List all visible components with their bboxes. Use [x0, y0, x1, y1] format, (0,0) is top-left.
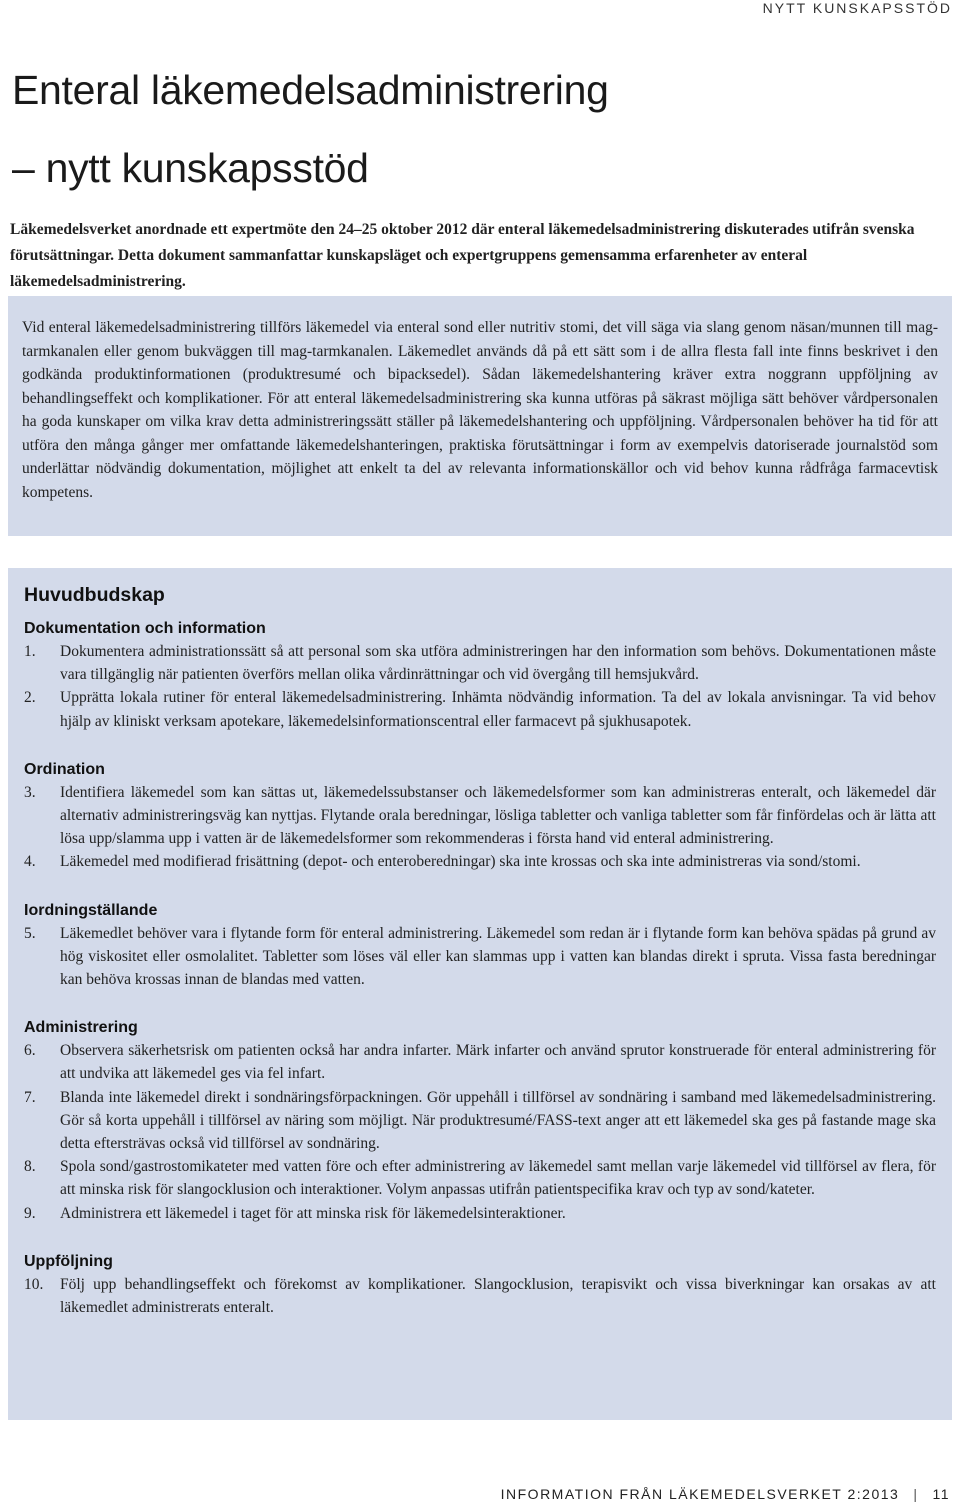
- item-number: 10.: [24, 1275, 44, 1293]
- item-number: 3.: [24, 783, 36, 801]
- list-item: [24, 1155, 936, 1201]
- item-text: Läkemedlet behöver vara i flytande form för enteral administrering. Läkemedel som redan är i flytande form kan behöva spädas på grund av hög viskositet eller osmolalitet. Tabletter som löses väl eller kan slammas upp i vatten kan blandas direkt i spruta. Vissa fasta beredningar kan behöva krossas innan de blandas med vatten.: [60, 924, 936, 989]
- item-number: 8.: [24, 1158, 36, 1176]
- list-item: [24, 686, 936, 732]
- item-text: Dokumentera administrationssätt så att personal som ska utföra administreringen har den information som behövs. Dokumentationen måste vara tillgänglig när patienten överförs mellan olika vårdinrättningar och vid övergång till hemsjukvård.: [60, 643, 936, 684]
- title-line-2: – nytt kunskapsstöd: [12, 144, 369, 191]
- item-number: 4.: [24, 853, 36, 871]
- list-item: [24, 1273, 936, 1319]
- item-number: 1.: [24, 643, 36, 660]
- item-text: Administrera ett läkemedel i taget för att minska risk för läkemedelsinteraktioner.: [60, 1204, 566, 1222]
- page-number: 11: [932, 1486, 950, 1502]
- section-preparation: [24, 900, 936, 992]
- item-text: Blanda inte läkemedel direkt i sondnäringsförpackningen. Gör uppehåll i tillförsel av sondnäring i samband med läkemedelsadministrering. Gör så korta uppehåll i tillförsel av näring som möjligt. När produktresumé/FASS-text anger att ett läkemedel ska ges på fastande mage ska detta eftersträvas också vid tillförsel av sondnäring.: [60, 1088, 936, 1153]
- item-number: 5.: [24, 924, 36, 942]
- section-title: Iordningställande: [24, 901, 158, 919]
- footer-separator: |: [913, 1486, 919, 1502]
- section-title: Uppföljning: [24, 1252, 113, 1270]
- item-text: Följ upp behandlingseffekt och förekomst av komplikationer. Slangocklusion, terapisvikt och vissa biverkningar kan orsakas av att läkemedlet administrerats enteralt.: [60, 1275, 936, 1317]
- list-item: [24, 781, 936, 851]
- publication-name: INFORMATION FRÅN LÄKEMEDELSVERKET 2:2013: [500, 1486, 900, 1502]
- page-title: [12, 52, 942, 208]
- list-item: [24, 640, 936, 686]
- key-messages-box: [8, 568, 952, 1420]
- item-number: 7.: [24, 1088, 36, 1106]
- section-title: Dokumentation och information: [24, 620, 266, 637]
- item-text: Spola sond/gastrostomikateter med vatten före och efter administrering av läkemedel samt mellan varje läkemedel vid tillförsel av flera, för att minska risk för slangocklusion och interaktioner. Volym anpassas utifrån patientspecifika krav och typ av sond/kateter.: [60, 1158, 936, 1199]
- section-documentation: [24, 618, 936, 733]
- item-text: Observera säkerhetsrisk om patienten också har andra infarter. Märk infarter och använd sprutor konstruerade för enteral administrering för att undvika att läkemedel ges via fel infart.: [60, 1042, 936, 1083]
- list-item: [24, 1202, 936, 1225]
- list-item: [24, 1039, 936, 1085]
- item-text: Läkemedel med modifierad frisättning (depot- och enteroberedningar) ska inte krossas och ska inte administreras via sond/stomi.: [60, 853, 861, 871]
- list-item: [24, 1086, 936, 1156]
- section-ordination: [24, 759, 936, 874]
- section-title: Ordination: [24, 760, 105, 778]
- item-number: 9.: [24, 1204, 36, 1222]
- summary-text: Vid enteral läkemedelsadministrering tillförs läkemedel via enteral sond eller nutritiv stomi, det vill säga via slang genom näsan/munnen till mag-tarmkanalen eller genom bukväggen till mag-tarmkanalen. Läkemedlet används då på ett sätt som i de allra flesta fall inte finns beskrivet i den godkända produktinformationen (produktresumé och bipacksedel). Sådan läkemedelshantering kräver extra noggrann uppföljning av behandlingseffekt och komplikationer. För att enteral läkemedelsadministrering ska kunna utföras på säkrast möjliga sätt behöver vårdpersonalen ha goda kunskaper om vilka krav detta administreringssätt ställer på läkemedelshantering och uppföljning. Vårdpersonalen behöver ha tid för att utföra den många gånger mer omfattande läkemedelshanteringen, praktiska förutsättningar i form av exempelvis datoriserade journalstöd som underlättar nödvändig dokumentation, möjlighet att enkelt ta del av relevanta informationskällor och vid behov kunna rådfråga farmacevtisk kompetens.: [22, 319, 938, 501]
- item-text: Upprätta lokala rutiner för enteral läkemedelsadministrering. Inhämta nödvändig information. Ta del av lokala anvisningar. Ta vid behov hjälp av kliniskt verksam apotekare, läkemedelsinformationscentral eller farmacevt på sjukhusapotek.: [60, 689, 936, 730]
- page-footer: [501, 1486, 950, 1502]
- item-number: 6.: [24, 1042, 36, 1060]
- intro-paragraph: Läkemedelsverket anordnade ett expertmöte den 24–25 oktober 2012 där enteral läkemedelsadministrering diskuterades utifrån svenska förutsättningar. Detta dokument sammanfattar kunskapsläget och expertgruppens gemensamma erfarenheter av enteral läkemedelsadministrering.: [10, 221, 915, 290]
- section-title: Administrering: [24, 1019, 138, 1037]
- list-item: [24, 922, 936, 992]
- title-line-1: Enteral läkemedelsadministrering: [12, 67, 609, 113]
- list-item: [24, 850, 936, 873]
- section-follow-up: [24, 1251, 936, 1319]
- key-messages-heading: Huvudbudskap: [24, 584, 165, 606]
- running-header: NYTT KUNSKAPSSTÖD: [762, 0, 952, 16]
- summary-box: [8, 296, 952, 536]
- section-administration: [24, 1017, 936, 1225]
- item-number: 2.: [24, 689, 36, 707]
- item-text: Identifiera läkemedel som kan sättas ut, läkemedelssubstanser och läkemedelsformer som kan administreras enteralt, och läkemedel där alternativ administreringsväg kan nyttjas. Flytande orala beredningar, lösliga tabletter och vanliga tabletter som får finfördelas och är lätta att lösa upp/slamma upp i vatten är de läkemedelsformer som rekommenderas i första hand vid enteral administrering.: [60, 783, 936, 848]
